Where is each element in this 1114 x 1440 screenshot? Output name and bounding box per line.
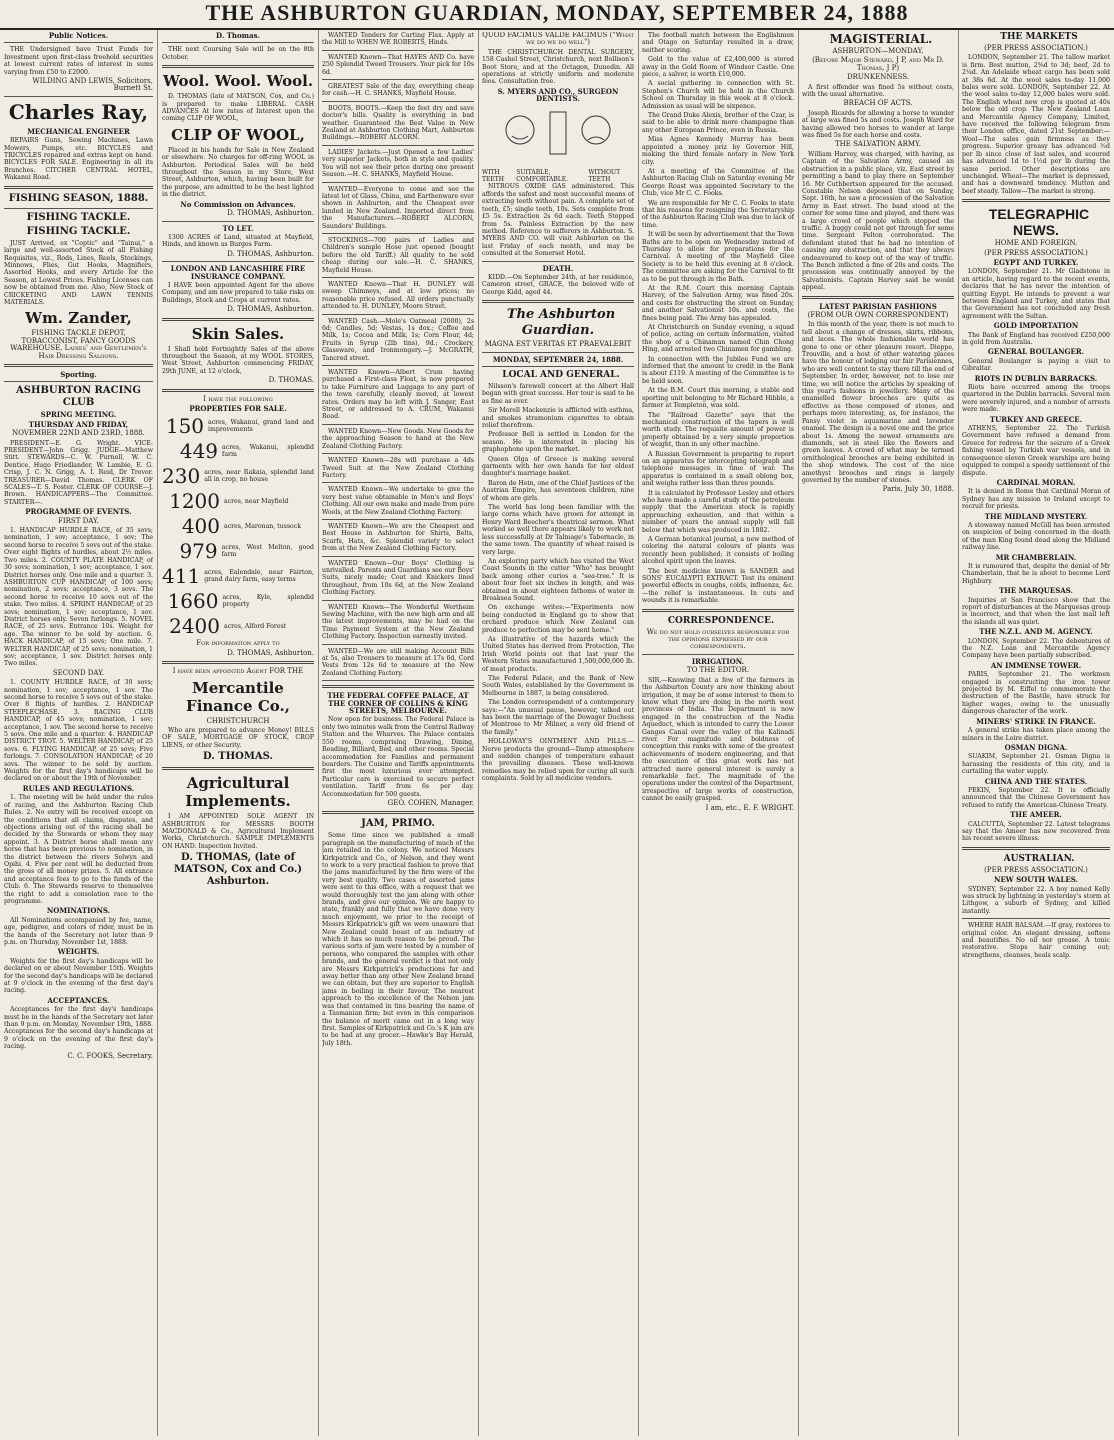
local-item: The world has long been familiar with the large corns which have grown for attempt in Henry Ward Beecher's theatrical sermon. What worked so well there appears likely to work not less successfully at Dr Talmage's Tabernacle, in the same town. The quantity of wheat raised is very large.: [482, 504, 634, 556]
property-description: acres, near Mayfield: [224, 497, 289, 505]
death-notice: KIDD.—On September 24th, at her residence, Cameron street, GRACE, the beloved wife of George Kidd, aged 44.: [482, 273, 634, 296]
australian-pa: (PER PRESS ASSOCIATION.): [984, 865, 1088, 874]
property-description: acres, Kyle, splendid property: [222, 594, 314, 609]
property-acreage: 979: [179, 539, 218, 564]
death-heading: DEATH.: [542, 263, 574, 273]
classified-ad: WANTED—Everyone to come and see the latest lot of Glass, China, and Earthenware ever shown in Ashburton, and the Cheapest ever landed in New Zealand. Imported direct from the Manufacturers.—ROBERT ALCORN, Saunders' Buildings.: [322, 185, 474, 230]
magisterial-before: (Before Major Steward, J P, and Mr D. Thomas, J P): [812, 56, 944, 72]
home-foreign: HOME AND FOREIGN.: [994, 239, 1078, 248]
skin-sales-body: I Shall hold Fortnightly Sales of the above throughout the Season, at my WOOL STORES, West Street, Ashburton commencing FRIDAY, 29th JUNE, at 12 o'clock,: [162, 345, 314, 375]
telegram-heading: GOLD IMPORTATION: [993, 321, 1079, 331]
column-public-notices: [4, 32, 153, 1436]
property-acreage: 1200: [169, 489, 220, 514]
nominations-heading: NOMINATIONS.: [46, 906, 111, 916]
weights-body: Weights for the first day's handicaps will be declared on or about November 15th. Weights for the second day's handicaps will be declared at 9 o'clock in the evening of the first day's racing.: [4, 957, 153, 995]
masthead-title: THE ASHBURTON GUARDIAN, MONDAY, SEPTEMBER 24, 1888: [205, 0, 909, 25]
local-general-heading: LOCAL AND GENERAL.: [502, 369, 620, 380]
irrigation-signature: I am, etc., E. F. WRIGHT.: [705, 803, 794, 812]
fashions-heading: LATEST PARISIAN FASHIONS: [819, 301, 937, 311]
spring-meeting: SPRING MEETING.: [40, 410, 117, 420]
classified-ad: GREATEST Sale of the day, everything cheap for cash.—H. C. SHANKS, Mayfield House.: [322, 83, 474, 98]
magisterial-heading: MAGISTERIAL.: [829, 32, 933, 46]
to-let-body: 1300 ACRES of Land, situated at Mayfield, Hinds, and known as Burges Farm.: [162, 233, 314, 249]
telegram-body: SUAKIM, September 21. Osman Digna is harassing the residents of this city, and is curtailing the water supply.: [962, 753, 1110, 776]
telegraphic-heading: TELEGRAPHIC NEWS.: [988, 206, 1090, 239]
property-row: [162, 490, 314, 512]
without-teeth-label: WITHOUT TEETH: [588, 168, 621, 184]
wool-body: Placed in his hands for Sale in New Zealand or elsewhere. No charges for off-ring WOOL in Ashburton. Periodical Sales will be held throughout the Season in my Store, West Street, Ashburton, which, having been built for the purpose, are admitted to be the best lighted in the district.: [162, 146, 314, 199]
telegram-heading: OSMAN DIGNA.: [1004, 742, 1068, 752]
telegram-heading: THE MIDLAND MYSTERY.: [984, 511, 1088, 521]
property-row: [162, 590, 314, 612]
drunkenness-body: A first offender was fined 5s without costs, with the usual alternative.: [802, 83, 954, 99]
property-description: acres, West Melton, good farm: [221, 544, 314, 559]
salvation-heading: THE SALVATION ARMY.: [835, 140, 921, 149]
telegram-heading: THE N.Z.L. AND M. AGENCY.: [979, 627, 1093, 637]
signature: D. THOMAS, Ashburton.: [227, 305, 314, 314]
acceptances-body: Acceptances for the first day's handicaps must be in the hands of the Secretary not later than 9 p.m. on Monday, November 19th, 1888. Acceptances for the second day's handicaps at 9 o'clock on the evening of the first day's racing.: [4, 1006, 153, 1051]
teeth-illustration: [498, 106, 618, 166]
column-telegraphic: [962, 32, 1110, 1436]
column-dental-local: [482, 32, 634, 1436]
telegram-body: A stowaway named McGill has been arrested on suspicion of being concerned in the death of the man King found dead along the Midland railway line.: [962, 521, 1110, 552]
telegram-body: A general strike has taken place among the miners in the Loire district.: [962, 727, 1110, 742]
local-item: Miss Agnes Kennedy Murray has been appointed a money priz by Governor Hill, making the third female notary in New York city.: [642, 136, 794, 166]
property-acreage: 150: [165, 414, 205, 439]
column-rule: [157, 30, 158, 1436]
clip-of-wool-heading: CLIP OF WOOL,: [171, 125, 305, 144]
mercantile-body: Who are prepared to advance Money! BILLS OF SALE, MORTGAGE OF STOCK, CROP LIENS, or other Security.: [162, 727, 314, 749]
ad-zander-body: FISHING TACKLE DEPOT, TOBACCONIST, FANCY GOODS WAREHOUSE. Ladies' and Gentlemen's Hair Dressing Saloons.: [10, 329, 147, 360]
nominations-body: All Nominations accompanied by fee, name, age, pedigree, and colors of rider, must be in the hands of the Secretary not later than 9 p.m. on Thursday, November 1st, 1888.: [4, 916, 153, 946]
irrigation-body: SIR,—Knowing that a few of the farmers in the Ashburton County are now thinking about irrigation, it may be of some interest to them to know what they are doing in the north west provinces of India. The Department is now engaged in the construction of the Nadia Aqueduct, which is intended to carry the Lower Ganges Canal over the valley of the Kalinadi river. For magnitude and boldness of conception this ranks with some of the greatest achievements of modern engineering, and that the execution of this great work has not attracted more general interest is surely a remarkable fact. The magnitude of the operations under the control of the Department, irrespective of large works of construction, cannot be easily grasped.: [642, 676, 794, 803]
telegram-heading: RIOTS IN DUBLIN BARRACKS.: [974, 373, 1098, 383]
property-description: acres, near Rakaia, splendid land all in crop, no house: [204, 469, 314, 484]
property-row: [162, 465, 314, 487]
secretary-signature: C. C. FOOKS, Secretary.: [67, 1051, 153, 1060]
nsw-heading: NEW SOUTH WALES.: [994, 875, 1078, 885]
notice-trust-funds: THE Undersigned have Trust Funds for Investment upon first-class freehold securities at lowest current rates of interest in sums varying from £50 to £2000.: [4, 46, 153, 76]
section-heading: D. Thomas.: [216, 32, 260, 40]
paper-motto: MAGNA EST VERITAS ET PRAEVALEBIT: [484, 340, 632, 349]
properties-intro: I have the following: [203, 394, 273, 403]
telegram-body: PEKIN, September 22. It is officially announced that the Chinese Government has refused to ratify the American-Chinese Treaty.: [962, 786, 1110, 809]
mercantile-heading: Mercantile Finance Co.,: [186, 678, 290, 715]
local-item: A German botanical journal, a new method of coloring the natural colours of plants was recently been published; it consists of boiling alcohol spirit upon the leaves.: [642, 536, 794, 566]
wool-intro: D. THOMAS (late of MATSON, Cox, and Co.) is prepared to make LIBERAL CASH ADVANCES At low rates of Interest upon the coming CLIP OF WOOL,: [162, 93, 314, 123]
signature: D. THOMAS, (late of MATSON, Cox and Co.) Ashburton.: [173, 852, 303, 888]
classified-ad: WANTED Tenders for Carting Flax. Apply at the Mill to WHEN WE ROBERTS, Hinds.: [322, 32, 474, 47]
skin-sales-heading: Skin Sales.: [191, 324, 285, 343]
to-the-editor: TO THE EDITOR.: [686, 666, 750, 675]
telegram-body: PARIS, September 21. The workmen engaged in constructing the iron tower projected by M. Eiffel to commemorate the destruction of the Bastile, have struck for higher wages, owing to the unusually dangerous character of the work.: [962, 671, 1110, 716]
fashions-signature: Paris, July 30, 1888.: [882, 485, 954, 494]
local-item: Gold to the value of £2,400,000 is stored away in the Gold Room of Windsor Castle. One piece, a salver, is worth £10,000.: [642, 56, 794, 79]
properties-heading: PROPERTIES FOR SALE.: [189, 404, 287, 413]
telegraphic-items: [962, 259, 1110, 843]
fishing-season-heading: FISHING SEASON, 1888.: [8, 192, 149, 204]
first-day-events: 1. HANDICAP HURDLE RACE, of 35 sovs; nomination, 1 sov; acceptance, 1 sov; The second horse to receive 5 sovs out of the stake. Over eight flights of hurdles, about 2½ miles. Two miles. 2. COUNTY PLATE HANDICAP, of 30 sovs; nomination, 1 sov; acceptance, 1 sov. District horses only. One mile and a quarter. 3. ASHBURTON CUP HANDICAP, of 100 sovs; nomination, 2 sovs; acceptance, 3 sovs. The second horse to receive 10 sovs out of the stake. Two miles. 4. SPRINT HANDICAP, of 25 sovs; nomination, 1 sov; acceptance, 1 sov. District horses only. Seven furlongs. 5. NOVEL RACE, of 25 sovs. Entrance 10s. Weight for age. The winner to be sold by auction. 6. HACK HANDICAP, of 15 sovs; One mile. 7. WELTER HANDICAP, of 25 sovs; nomination, 1 sov; acceptance, 1 sov. District horses only. Two miles.: [4, 527, 153, 668]
nitrous-body: NITROUS OXIDE GAS administered. This affords the safest and most successful means of extracting teeth without pain. A complete set of teeth, £5; single teeth, 10s. Sets complete from £5 5s. Extraction 2s 6d each. Teeth Stopped from 5s. Painless Extraction by the new method. Reference to sufferers in Ashburton. S. MYERS AND CO. will visit Ashburton on the last Friday of each month, and may be consulted at the Somerset Hotel.: [482, 183, 634, 258]
telegram-heading: EGYPT AND TURKEY.: [993, 257, 1079, 267]
fishing-tackle-heading: FISHING TACKLE.: [26, 211, 131, 223]
column-magisterial: [802, 32, 954, 1436]
second-day-heading: SECOND DAY.: [52, 668, 105, 677]
classified-ad: STOCKINGS—700 pairs of Ladies and Children's sample Hose just opened (bought before the old Tariff.) All quality to be sold cheap during our sale.—H. C. SHANKS, Mayfield House.: [322, 236, 474, 274]
racing-club-title: ASHBURTON RACING CLUB: [16, 385, 141, 409]
classified-ad: WANTED Known—The Wonderful Wertheim Sewing Machine, with the new high arm and all the latest improvements, may be had on the Time Payment System at the New Zealand Clothing Factory. Inspection earnestly invited.: [322, 603, 474, 641]
irrigation-heading: IRRIGATION.: [691, 656, 745, 666]
christchurch: CHRISTCHURCH: [206, 716, 270, 725]
dental-motto: QUOD FACIMUS VALDE FACIMUS ("What we do we do well"): [482, 32, 634, 47]
classified-ad: WANTED Known—Albert Crum having purchased a First-class Float, is now prepared to take Furniture and Luggage to any part of the town carefully, cleanly moved, at lowest rates. Orders may be left with J. Sanger, East Street, or addressed to A. CRUM, Wakanui Road.: [322, 369, 474, 421]
drunkenness-heading: DRUNKENNESS.: [846, 73, 910, 82]
paper-title: The Ashburton Guardian.: [506, 307, 616, 339]
local-item: Baron de Hein, one of the Chief Justices of the Austrian Empire, has seventeen children, nine of whom are girls.: [482, 479, 634, 502]
property-row: [162, 515, 314, 537]
rules-heading: RULES AND REGULATIONS.: [22, 783, 135, 793]
press-association: (PER PRESS ASSOCIATION.): [984, 248, 1088, 257]
property-acreage: 400: [181, 514, 220, 539]
column-rule: [478, 30, 479, 1436]
racing-officers: PRESIDENT—E. G. Wright. VICE-PRESIDENT—John Grigg. JUDGE—Matthew Stitt. STEWARDS—C. W. Purnell, W. C. Dentice, Hugo Friedlander, W. Lambie, E. G. Crisp, J. C. N. Grigg, A. I. Reid, Dr Trevor. TREASURER—David Thomas. CLERK OF SCALES—T. S. Foster. CLERK OF COURSE—J. Brown. HANDICAPPERS—The Committee. STARTER—.: [4, 439, 153, 506]
ad-charles-ray-name: Charles Ray,: [8, 99, 149, 124]
end-advertisement: WHERE HAIR BALSAM.—If gray, restores to original color. An elegant dressing, softens and beautifies. No oil nor grease. A tonic restorative. Stops hair coming out; strengthens, cleanses, heals scalp.: [962, 922, 1110, 959]
property-description: acres, Maronan, tussock: [224, 522, 301, 530]
column-rule: [958, 30, 959, 1436]
markets-heading: THE MARKETS: [1000, 32, 1078, 42]
classified-ad: LADIES' Jackets.—Just Opened a few Ladies' very superior Jackets, both in style and quality. You will not see their price during one present Season.—H. C. SHANKS, Mayfield House.: [322, 148, 474, 179]
no-commission: No Commission on Advances.: [180, 199, 296, 209]
acceptances-heading: ACCEPTANCES.: [47, 995, 110, 1005]
wool-heading: Wool. Wool. Wool.: [162, 72, 314, 91]
with-teeth-label: WITH TEETH: [482, 168, 504, 184]
notice-signature: WILDING AND LEWIS, Solicitors, Burnett St.: [32, 77, 153, 93]
local-item: Professor Bell is settled in London for the season. He is interested in placing his graphophone upon the market.: [482, 431, 634, 454]
local-item: The football match between the Englishmen and Otago on Saturday resulted in a draw, neither scoring.: [642, 32, 794, 54]
local-item: At a meeting of the Committee of the Ashburton Racing Club on Saturday evening Mr George Roast was appointed Secretary to the Club, vice Mr C. C. Fooks.: [642, 167, 794, 198]
ad-zander-name: Wm. Zander,: [25, 309, 132, 328]
date-line: MONDAY, SEPTEMBER 24, 1888.: [492, 354, 624, 364]
telegram-heading: AN IMMENSE TOWER.: [990, 660, 1082, 670]
local-item: In connection with the Jubilee Fund we are informed that the amount to credit in the Bank is about £119. A meeting of the Committee is to be held soon.: [642, 355, 794, 385]
local-item: At the B.M. Court this morning, a stable and sporting unit belonging to Mr Richard Hibble, a farmer at Templeton, was sold.: [642, 387, 794, 410]
column-rule: [638, 30, 639, 1436]
coursing-notice: THE next Coursing Sale will be on the 8th October.: [162, 46, 314, 61]
correspondence-note: We do not hold ourselves responsible for the opinions expressed by our correspondents.: [646, 627, 790, 651]
property-description: acres, Wakanui, splendid farm: [222, 444, 314, 459]
race-dates: THURSDAY AND FRIDAY,: [28, 419, 129, 429]
agricultural-body: I AM APPOINTED SOLE AGENT IN ASHBURTON for MESSRS BOOTH MACDONALD & Co., Agricultural Implement Works, Christchurch. SAMPLE IMPLEMENTS ON HAND. Inspection Invited.: [162, 813, 314, 850]
federal-heading: THE FEDERAL COFFEE PALACE, AT THE CORNER OF COLLINS & KING STREETS, MELBOURNE.: [327, 691, 469, 716]
local-item: The London correspondent of a contemporary says:—"An unusual pause, however, talked out has been the marriage of the Dowager Duchess of Montrose to Mr Milner, a very old friend of the family.": [482, 699, 634, 736]
property-row: [162, 415, 314, 437]
holloway-ad: HOLLOWAY'S OINTMENT AND PILLS.—Nerve products the ground—Damp atmosphere and sudden changes of temperature exhaust the prevailing diseases. These well-known remedies may be relied upon for curing all such complaints. Sold by all medicine vendors.: [482, 738, 634, 783]
telegram-heading: MINERS' STRIKE IN FRANCE.: [976, 716, 1096, 726]
masthead: [0, 0, 1114, 30]
signature: D. THOMAS, Ashburton.: [227, 209, 314, 218]
local-item: As illustrative of the hazards which the United States has derived from Protection, The Irish World points out that last year the Western States manufactured 1,500,000,000 lb. of meat products.: [482, 635, 634, 673]
property-description: acres, Alford Forest: [224, 622, 287, 630]
telegram-body: LONDON, September 22. The debentures of the N.Z. Loan and Mercantile Agency Company have been partially subscribed.: [962, 637, 1110, 660]
classified-ad: WANTED Known—New Goods. New Goods for the approaching Season to hand at the New Zealand Clothing Factory.: [322, 427, 474, 450]
markets-body: LONDON, September 21. The tallow market is firm. Best mutton, 2⅝d to 3d; beef, 2d to 2¼d. An Adelaide wheat cargo has been sold at 38s 6d. At the wool sales to-day 11,000 bales were sold. LONDON, September 22. At the wool sales to-day 12,000 bales were sold. The English wheat new crop is quoted at 40s below the old crop. The New Zealand Loan and Mercantile Agency Company, Limited, have received the following telegram from their London office, dated 21st September:—Wool—The sales gain firmness as they progress. Superior greasy has advanced ½d per lb since close of last sales, and scoured has advanced 1d to 1½d per lb during the same period. Other descriptions are unchanged. Wheat—The market is depressed, and has a downward tendency. Mutton and beef steady. Tallow—The market is strong.: [962, 54, 1110, 195]
fashions-body: In this month of the year, there is not much to tell about a change of dresses, skirts, ribbons, and laces. The whole fashionable world has gone to one or other pleasure resort. Dieppe, Trouville, and a host of other watering places have the honour of lodging our fair Parisiennes, who are well content to stay there till the end of September. In order, however, not to lose our time, we will notice the articles by speaking of this year's fashions in jewellery. Many of the enamelled flower brooches are quite as effective as those composed of stones, and perhaps more interesting, as, for instance, the Pansy violet in aquamarine and lavender enamel. The design is a novel one and the price about 1s. Among the newest ornaments are diamonds, set in steel like the flowers and green leaves. A crowd of what may be termed ornithological brooches are being exhibited in the shop windows. The cost of the nice amethyst brooches and rings is largely governed by the number of stones.: [802, 321, 954, 484]
insurance-heading: LONDON AND LANCASHIRE FIRE INSURANCE COMPANY.: [170, 264, 306, 281]
local-item: A Russian Government is preparing to report on an apparatus for intercepting telegraph and telephone messages in time of war. The apparatus is contained in a small oblong box, and weighs rather less than three pounds.: [642, 450, 794, 488]
telegram-body: General Boulanger is paying a visit to Gibraltar.: [962, 357, 1110, 373]
local-item: Queen Olga of Greece is making several garments with her own hands for her eldest daughter's marriage basket.: [482, 455, 634, 478]
federal-body: Now open for business. The Federal Palace is only two minutes walk from the Central Railway Station and the Wharves. The Palace contains 550 rooms, comprising Drawing, Dining, Reading, Billiard, Bed, and other rooms. Special accommodation for Families and permanent boarders. The Cuisine and Tariffs appointments first the most luxurious ever attempted. Particular care is exercised to secure perfect ventilation. Tariff from 6s per day. Accommodation for 500 guests.: [322, 716, 474, 798]
telegram-heading: MR CHAMBERLAIN.: [995, 552, 1077, 562]
local-item: At Christchurch on Sunday evening, a squad of police, acting on certain information, visited the shop of a Chinaman named Chin Chong Hing, and arrested two Chinamen for gambling.: [642, 324, 794, 354]
jam-heading: JAM, PRIMO.: [361, 818, 435, 830]
mercantile-intro: I have been appointed Agent FOR THE: [172, 667, 304, 676]
property-row: [162, 540, 314, 562]
signature: D. THOMAS.: [268, 376, 314, 385]
breach-heading: BREACH OF ACTS.: [843, 99, 913, 108]
signature: D. THOMAS, Ashburton.: [227, 648, 314, 657]
properties-list: [162, 415, 314, 637]
australian-heading: AUSTRALIAN.: [1003, 853, 1075, 864]
telegram-body: It is denied in Rome that Cardinal Moran of Sydney has any mission to Ireland except to recruit for priests.: [962, 488, 1110, 511]
magisterial-sub: ASHBURTON—MONDAY.: [832, 47, 924, 55]
local-item: Sir Morell Mackenzie is afflicted with asthma, and smokes stramonium cigarettes to obtain relief therefrom.: [482, 407, 634, 429]
local-item: Nilsson's farewell concert at the Albert Hall began with great success. Her tour is said to be as fine as ever.: [482, 382, 634, 405]
local-item: We are responsible for Mr C. C. Fooks to state that his reasons for resigning the Secretaryship of the Ashburton Racing Club was due to lack of time.: [642, 199, 794, 229]
wanted-ads-list: [322, 32, 474, 681]
telegram-body: It is rumoured that, despite the denial of Mr Chamberlain, that he is about to become Lord Highbury.: [962, 562, 1110, 585]
ad-charles-ray-trade: MECHANICAL ENGINEER: [27, 126, 130, 136]
local-item: At the R.M. Court this morning Captain Harvey, of the Salvation Army, was fined 20s. and costs for obstructing the street on Sunday, and another Salvationist 10s. and costs, the fines being paid. The Army has appealed.: [642, 285, 794, 322]
classified-ad: WANTED Known—Our Boys' Clothing is unrivalled. Parents and Guardians see our Boys' Suits, nicely made; Coat and Knickers lined throughout, from 10s 6d, at the New Zealand Clothing Factory.: [322, 559, 474, 597]
second-day-events: 1. COUNTY HURDLE RACE, of 30 sovs; nomination, 1 sov; acceptance, 1 sov. The second horse to receive 5 sovs out of the stake. Over 8 flights of hurdles. 2. HANDICAP STEEPLECHASE. 3. RACING CLUB HANDICAP, of 45 sovs; nomination, 1 sov; acceptance, 1 sov. The second horse to receive 5 sovs. One mile and a quarter. 4. HANDICAP DISTRICT TROT. 5. WELTER HANDICAP, of 25 sovs. 6. FLYING HANDICAP, of 25 sovs; Five furlongs. 7. CONSOLATION HANDICAP, of 20 sovs. The winner to be sold by auction. Weights for the first day's handicaps will be declared on or about the 19th of November.: [4, 679, 153, 783]
fashions-sub: (FROM OUR OWN CORRESPONDENT): [807, 311, 949, 319]
telegram-body: The Bank of England has received £250,000 in gold from Australia.: [962, 331, 1110, 346]
to-let-heading: TO LET.: [222, 223, 254, 233]
myers-heading: S. MYERS AND CO., SURGEON DENTISTS.: [497, 86, 619, 104]
telegram-body: ATHENS, September 22. The Turkish Government have refused a demand from Greece for redress for the seizure of a Greek fishing vessel by Turkish war vessels, and in consequence eleven Greek warships are being equipped to compel a speedy settlement of the dispute.: [962, 425, 1110, 477]
salvation-body: William Harvey, was charged, with having, as Captain of the Salvation Army, caused an obstruction in a public place, viz. East street by permitting a band to play there on September 16. Mr Cuthbertson appeared for the accused. Constable Nelson deposed that on Sunday, Sept. 16th, he saw a procession of the Salvation Army in East street. The band stood at the corner for some time and played, and there was a large crowd of people which stopped the traffic. A buggy could not get through for some time. Sergeant Felton corroborated. The defendant stated that he had no intention of causing any obstruction, and that they always endeavoured to keep out of the way of traffic. The Bench inflicted a fine of 20s and costs. The procession was continually annoyed by the Salvationists. Captain Harvey said he would appeal.: [802, 150, 954, 292]
telegram-body: Riots have occurred among the troops quartered in the Dublin barracks. Several men were severely injured, and a number of arrests were made.: [962, 384, 1110, 414]
telegram-heading: GENERAL BOULANGER.: [987, 347, 1085, 357]
property-acreage: 411: [162, 564, 201, 589]
classified-ad: WANTED Known—That H. DUNLEY will sweep Chimneys, and at low prices; no reasonable price refused. All orders punctually attended to. H. DUNLEY, Moore Street.: [322, 280, 474, 311]
property-description: acres, Ealendale, near Fairton, grand dairy farm, easy terms: [204, 569, 314, 584]
telegram-body: Inquiries at San Francisco show that the report of disturbances at the Marquesas group is incorrect, and that when the last mail left the islands all was quiet.: [962, 596, 1110, 626]
race-dates-detail: NOVEMBER 22ND AND 23RD, 1888.: [12, 429, 145, 438]
column-local-correspondence: [642, 32, 794, 1436]
classified-ad: BOOTS, BOOTS.—Keep the feet dry and save doctor's bills. Quality is everything in bad weather. Guaranteed the Best Value in New Zealand at Ashburton Clothing Mart, Ashburton Buildings.—ROBERT ALCORN.: [322, 104, 474, 142]
ad-charles-ray-body: REPAIRS Guns, Sewing Machines, Lawn Mowers, Pumps, etc. BICYCLES and TRICYCLES repaired and extras kept on hand. BICYCLES FOR SALE. Engineering in all its Branches. CITCHER CENTRAL HOTEL, Wakanui Road.: [4, 137, 153, 182]
markets-sub: (PER PRESS ASSOCIATION.): [984, 44, 1088, 52]
local-item: An exploring party which has visited the West Coast Sounds in the cutter "Who" has brought back among other curios a "sea-tree." It is about four feet six inches in length, and was obtained in about eighteen fathoms of water in Breaksea Sound.: [482, 557, 634, 602]
property-description: acres, Wakanui, grand land and improvements: [208, 419, 314, 434]
signature: D. THOMAS, Ashburton.: [227, 249, 314, 258]
telegram-heading: CARDINAL MORAN.: [996, 477, 1076, 487]
property-acreage: 449: [179, 439, 219, 464]
local-item: It is calculated by Professor Lesley and others who have made a careful study of the petroleum supply that the American stock is rapidly approaching exhaustion, and that within a number of years the annual supply will fall below that which was produced in 1882.: [642, 489, 794, 534]
classified-ad: WANTED Known—That HAYES AND Co. have 250 Splendid Tweed Trousers. Your pick for 10s 6d.: [322, 53, 474, 76]
local-item: It will be seen by advertisement that the Town Baths are to be open on Wednesday instead of Thursday to allow for preparations for the Carnival. A meeting of the Mayfield Glee Society is to be held this evening at 8 o'clock. The committee are asking for the Carnival to fit as to be put through in the Bath.: [642, 231, 794, 283]
property-row: [162, 440, 314, 462]
property-row: [162, 565, 314, 587]
column-rule: [798, 30, 799, 1436]
classified-ad: WANTED Known—28s will purchase a 4ds Tweed Suit at the New Zealand Clothing Factory.: [322, 457, 474, 479]
fishing-tackle-body: JUST Arrived, ex "Coptic" and "Tainui," a large and well-assorted Stock of all Fishing Requisites, viz., Rods, Lines, Reels, Stockings, Minnows, Flies, Gut Hooks, Magnifiers, Assorted Hooks, and every Article for the Season, at Lowest Prices. Fishing Licenses can now be obtained from me. Also, New Stock of CRICKETING AND LAWN TENNIS MATERIALS.: [4, 239, 153, 306]
telegram-body: LONDON, September 21. Mr Gladstone in an article, having regard to the recent events, declares that he has never the intention of quitting Egypt. He intends to prevent a war between England and Turkey, and states that the Government has not concluded any fresh agreement with the Sultan.: [962, 268, 1110, 320]
telegram-body: CALCUTTA, September 22. Latest telegrams say that the Ameer has now recovered from his recent severe illness.: [962, 820, 1110, 843]
telegram-heading: CHINA AND THE STATES.: [984, 776, 1088, 786]
property-acreage: 230: [162, 464, 201, 489]
local-item: The best medicine known is SANDER and SONS' EUCALYPTI EXTRACT. Test its eminent powerful effects in coughs, colds, influenza, &c.—the relief is instantaneous. In cuts and wounds it is remarkable.: [642, 567, 794, 605]
column-d-thomas: [162, 32, 314, 1436]
classified-ad: WANTED—We are still making Account Bills at 5s, also Trousers to measure at 17s 6d, Cord Vests from 12s 6d to measure at the New Zealand Clothing Factory.: [322, 647, 474, 677]
fishing-tackle-heading: FISHING TACKLE.: [26, 225, 131, 237]
agricultural-heading: Agricultural Implements.: [185, 774, 291, 811]
section-heading: Sporting.: [60, 369, 97, 379]
classified-ad: WANTED Known—We undertake to give the very best value obtainable in Men's and Boys' Clothing. All our own make and made from pure Wools, at the New Zealand Clothing Factory.: [322, 486, 474, 516]
jam-body: Some time since we published a small paragraph on the manufacturing of much of the jam retailed in the colony. We noticed Messrs Kirkpatrick and Co., of Nelson, and they went to work to a very practical fashion to prove that the jams manufactured by the firm were of the very best quality. Two cases of assorted jams were sent to this office, with a request that we would thoroughly test the jam along with other brands, and give our opinion. We are happy to state, frankly and fully that we have done very much enjoyment, we prior to the receipt of Messrs Kirkpatrick's gift we were unaware that New Zealand could boast of an industry of which it has so much reason to be proud. The various sorts of jam were tested by a number of persons, who compared the samples with other brands, and the general verdict is that not only are Messrs Kirkpatrick's productions far and away better than any other New Zealand brand we can obtain, but they are superior to English jams in boiling in their favour. The nearest approach to the excellence of the Nelson jam was that contained in tins bearing the name of a Tasmanian firm; but even in this comparison the balance of merit came out in a long way first. Samples of Kirkpatrick and Co.'s K jam are to be had at any grocer.—Hawke's Bay Herald, July 18th.: [322, 832, 474, 1047]
correspondence-heading: CORRESPONDENCE.: [667, 615, 775, 626]
property-acreage: 2400: [169, 614, 220, 639]
local-item: A social gathering in connection with St. Stephen's Church will be held in the Church School on Thursday in this week at 8 o'clock. Admission as usual will be sixpence.: [642, 80, 794, 110]
weights-heading: WEIGHTS.: [57, 947, 100, 957]
classified-ad: WANTED Known—We are the Cheapest and Best House in Ashburton for Shirts, Belts, Scarfs, Hats, &c. Splendid variety to select from at the New Zealand Clothing Factory.: [322, 522, 474, 553]
local-item: The Grand Duke Alexis, brother of the Czar, is said to be able to drink more champagne than any other European Prince, even in Russia.: [642, 112, 794, 134]
telegram-heading: TURKEY AND GREECE.: [989, 414, 1083, 424]
federal-signature: GEO. COHEN, Manager.: [387, 798, 474, 807]
property-row: [162, 615, 314, 637]
property-acreage: 1660: [167, 589, 219, 614]
breach-body: Joseph Ricards for allowing a horse to wander at large was fined 5s and costs. Joseph Ward for having allowed two horses to wander at large was fined 5s for each horse and costs.: [802, 109, 954, 140]
programme-heading: PROGRAMME OF EVENTS.: [25, 507, 132, 517]
column-wanted-ads: [322, 32, 474, 1436]
classified-ad: WANTED Cash.—Mole's Oatmeal (2000), 2s 6d; Candles, 5d; Vestas, 1s dox.; Coffee and Milk, 1s; Cocoa and Milk, 1s; Corn Flour, 4d; Fruits in Syrup (2lb tins), 9d.; Crockery, Glassware, and Ironmongery.—J. McGRATH, Tancred street.: [322, 317, 474, 362]
local-item: On exchange writes:—"Experiments now being conducted in England go to show that orchard produce which New Zealand can produce to perfection may be sent home.": [482, 604, 634, 634]
telegram-heading: THE AMEER.: [1010, 810, 1062, 820]
rules-body: 1. The meeting will be held under the rules of racing, and the Ashburton Racing Club Rules. 2. No entry will be received except on the conditions that all claims, disputes, and objections arising out of the racing shall be decided by the Stewards or whom they may appoint. 3. A District horse shall mean any horse that has been previous to nomination, in the district between the rivers Selwyn and Opihi. 4. Five per cent will be deducted from the gross of all money prizes. 5. All entrance and acceptance fees to go to the funds of the Club. 6. The Stewards reserve to themselves the right to add a consolation race to the programme.: [4, 794, 153, 905]
section-heading: Public Notices.: [48, 32, 109, 40]
telegram-heading: THE MARQUESAS.: [999, 586, 1073, 596]
signature: D. THOMAS.: [202, 751, 274, 763]
info-line: For information apply to: [196, 639, 280, 648]
nsw-body: SYDNEY, September 22. A boy named Kelly was struck by lightning in yesterday's storm at Lithgow, a suburb of Sydney, and killed instantly.: [962, 885, 1110, 915]
dental-firm: THE CHRISTCHURCH DENTAL SURGERY, 158 Cashel Street, Christchurch, next Bollison's Boot Store, and at the Octagon, Dunedin. All operations at strictly uniform and moderate fees. Consultation free.: [482, 48, 634, 86]
insurance-body: I HAVE been appointed Agent for the above Company, and am now prepared to take risks on Buildings, Stock and Crops at current rates.: [162, 281, 314, 304]
first-day-heading: FIRST DAY.: [58, 516, 99, 525]
figure-words: SUITABLE, COMFORTABLE.: [516, 168, 569, 184]
column-rule: [318, 30, 319, 1436]
local-item: The Federal Palace, and the Bank of New South Wales, established by the Government in Melbourne in 1887, is being considered.: [482, 675, 634, 697]
local-item: The "Railroad Gazette" says that the mechanical construction of the tapers is well worth study. The requisite amount of power is properly obtained by a very simple proportion of weight, than in any other machine.: [642, 411, 794, 449]
